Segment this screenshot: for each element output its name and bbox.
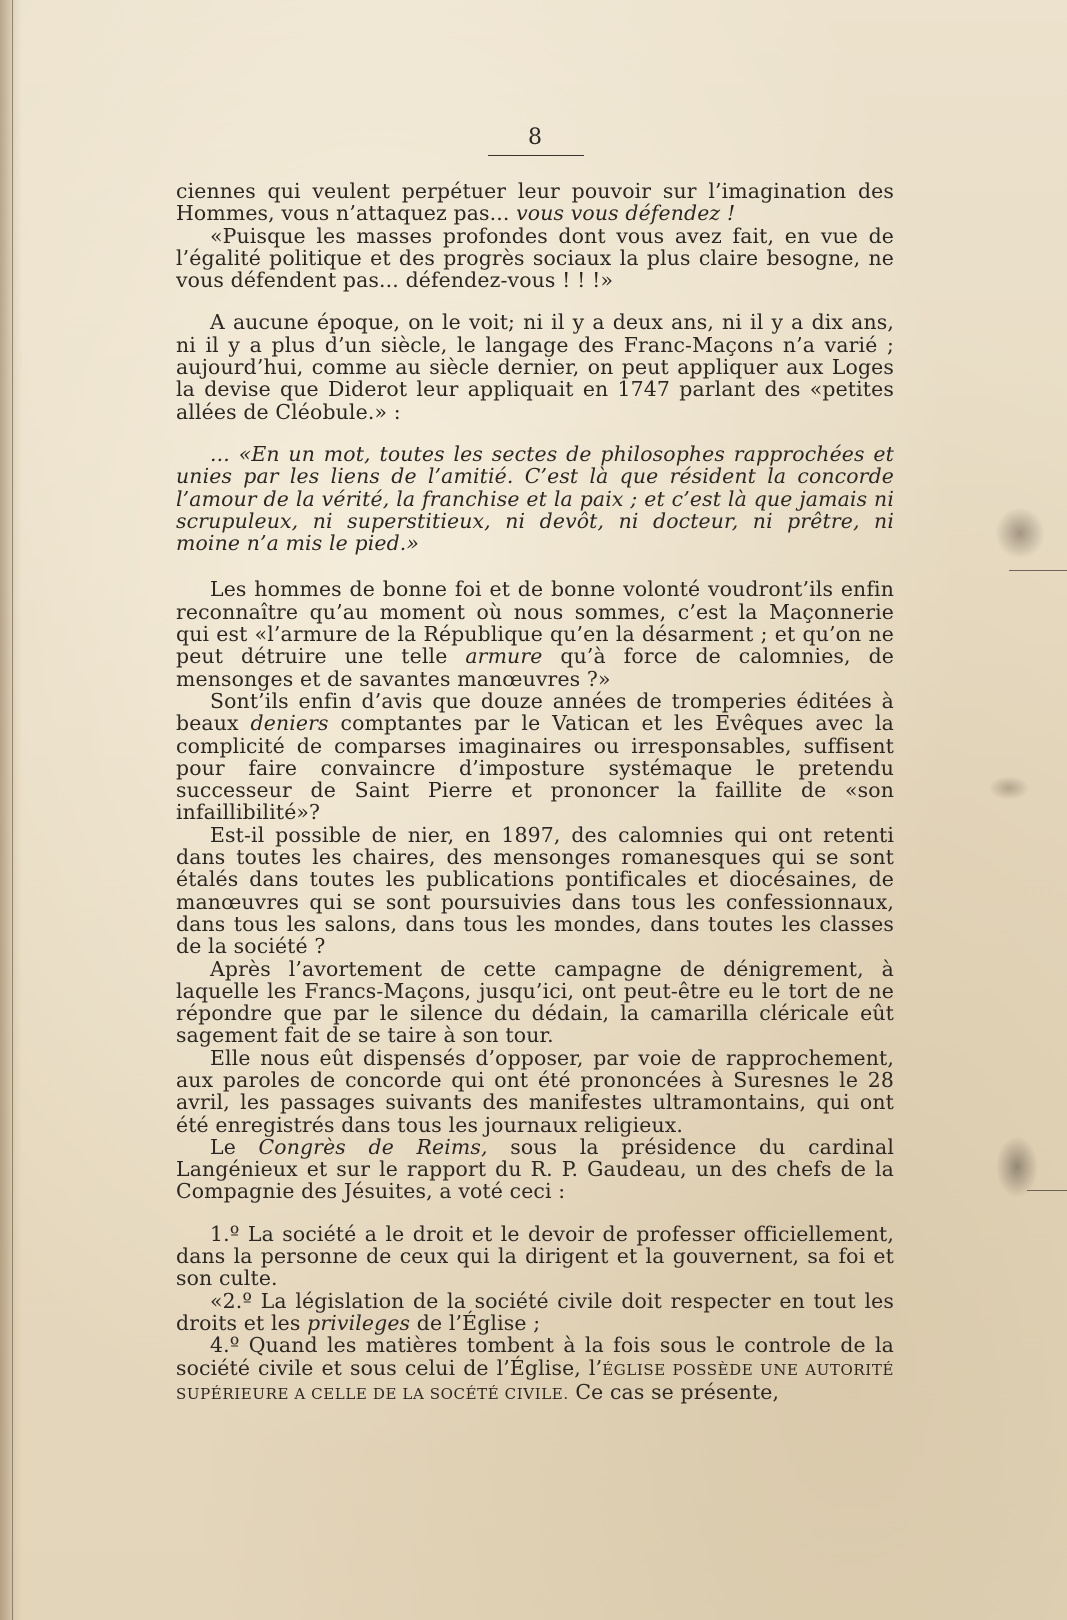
binding-edge (12, 0, 13, 1620)
margin-ink-blot-icon (993, 505, 1047, 561)
paragraph-13-text-c: Ce cas se présente, (568, 1379, 780, 1404)
paragraph-6 (176, 690, 894, 824)
paragraph-10-text-c: sous la présidence du cardinal Langénieux et sur le rapport du R. P. Gaudeau, un des chefs de la Compagnie des Jésuites, a voté ceci : (176, 1134, 895, 1204)
paragraph-1-text: ciennes qui veulent perpétuer leur pouvoir sur l’imagination des Hommes, vous n’attaquez pas... (176, 179, 894, 226)
paragraph-10-emphasis: Congrès de Reims, (258, 1134, 488, 1159)
paragraph-3: A aucune époque, on le voit; ni il y a deux ans, ni il y a dix ans, ni il y a plus d’un siècle, le langage des Franc-Maçons n’a varié ; aujourd’hui, comme au siècle dernier, on peut appliquer aux Loges la devise que Diderot leur appliquait en 1747 parlant des «petites allées de Cléobule.» : (176, 310, 894, 424)
margin-rule (1009, 570, 1067, 571)
paragraph-12 (176, 1290, 894, 1335)
paragraph-10 (176, 1136, 894, 1203)
paragraph-1-emphasis: vous vous défendez ! (516, 201, 736, 226)
paragraph-10-text-a: Le (210, 1134, 259, 1159)
paragraph-7: Est-il possible de nier, en 1897, des calomnies qui ont retenti dans toutes les chaires, des mensonges romanesques qui se sont étalés dans toutes les publications pontificales et diocésaines, de manœuvres qui se sont poursuivies dans tous les confessionnaux, dans tous les salons, dans tous les mondes, dans toutes les classes de la société ? (176, 822, 894, 959)
page-number: 8 (528, 125, 542, 150)
paragraph-12-text-a: «2.º La législation de la société civile doit respecter en tout les droits et les (176, 1288, 894, 1335)
margin-ink-smudge-icon (987, 775, 1031, 801)
paragraph-9: Elle nous eût dispensés d’opposer, par voie de rapprochement, aux paroles de concorde qui ont été prononcées à Suresnes le 28 avril, les passages suivants des manifestes ultramontains, qui ont été enregistrés dans tous les journaux religieux. (176, 1045, 894, 1137)
paragraph-5-text-a: Les hommes de bonne foi et de bonne volonté voudront’ils enfin reconnaître qu’au moment où nous sommes, c’est la Maçonnerie qui est «l’armure de la République qu’en la désarment ; et qu’on ne peut détruire une telle (176, 577, 894, 669)
paragraph-12-emphasis: privileges (307, 1310, 411, 1335)
margin-ink-mark-icon (993, 1132, 1041, 1202)
margin-rule (1027, 1190, 1067, 1191)
body-text (176, 180, 894, 1405)
quote-text: ... «En un mot, toutes les sectes de philosophes rapprochées et unies par les liens de l’amitié. C’est là que résident la concorde l’amour de la vérité, la franchise et la paix ; et c’est là que jamais ni scrupuleux, ni superstitieux, ni devôt, ni docteur, ni prêtre, ni moine n’a mis le pied.» (176, 441, 894, 556)
paragraph-13-text-a: 4.º Quand les matières tombent à la fois sous le controle de la société civile et sous celui de l’Église, l’ (176, 1333, 894, 1380)
paragraph-6-text-c: comptantes par le Vatican et les Evêques avec la complicité de comparses imaginaires ou irresponsables, suffisent pour faire convaincre d’imposture systémaque le pretendu successeur de Saint Pierre et prononcer la faillite de «son infaillibilité»? (176, 711, 894, 825)
page-number-rule (488, 155, 584, 156)
binding-shadow (0, 0, 22, 1620)
paragraph-4-quote (176, 443, 894, 554)
paragraph-8: Après l’avortement de cette campagne de dénigrement, à laquelle les Francs-Maçons, jusqu’ici, ont peut-être eu le tort de ne répondre que par le silence du dédain, la camarilla cléricale eût sagement fait de se taire à son tour. (176, 956, 894, 1048)
paragraph-13 (176, 1334, 894, 1405)
paragraph-1 (176, 180, 894, 225)
paragraph-5-text-c: qu’à force de calomnies, de mensonges et de savantes manœuvres ?» (176, 644, 894, 691)
paragraph-5-emphasis: armure (465, 644, 543, 669)
paragraph-13-small-caps: ÉGLISE POSSÈDE UNE AUTORITÉ SUPÉRIEURE A CELLE DE LA SOCÉTÉ CIVILE. (176, 1360, 894, 1403)
paragraph-12-text-c: de l’Église ; (410, 1310, 541, 1335)
paragraph-11: 1.º La société a le droit et le devoir de professer officiellement, dans la personne de ceux qui la dirigent et la gouvernent, sa foi et son culte. (176, 1221, 894, 1291)
paragraph-2: «Puisque les masses profondes dont vous avez fait, en vue de l’égalité politique et des progrès sociaux la plus claire besogne, ne vous défendent pas... défendez-vous ! ! !» (176, 223, 894, 293)
paragraph-6-text-a: Sont’ils enfin d’avis que douze années de tromperies éditées à beaux (176, 688, 894, 736)
paragraph-6-emphasis: deniers (250, 711, 329, 736)
paragraph-5 (176, 578, 894, 689)
